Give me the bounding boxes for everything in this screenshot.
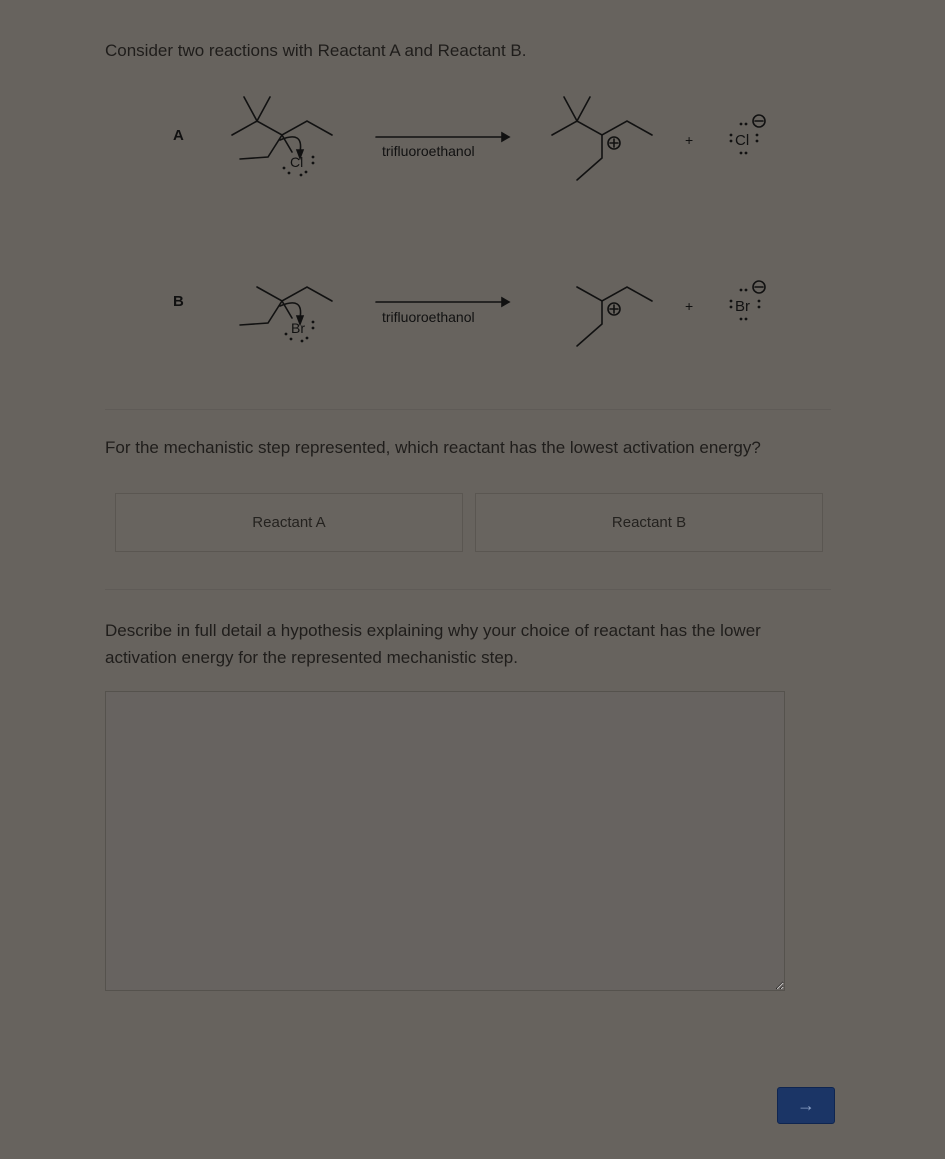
reaction-a-plus: + bbox=[685, 132, 694, 148]
option-reactant-a-button[interactable]: Reactant A bbox=[115, 493, 463, 552]
reaction-a-anion: Cl bbox=[735, 132, 750, 149]
reaction-b-solvent: trifluoroethanol bbox=[382, 309, 475, 325]
product-b-structure bbox=[577, 287, 652, 346]
reactant-a-leaving-group: Cl bbox=[290, 154, 304, 170]
reaction-b-plus: + bbox=[685, 298, 694, 314]
question-1-text: Consider two reactions with Reactant A and Reactant B. bbox=[105, 41, 527, 60]
option-reactant-b-button[interactable]: Reactant B bbox=[475, 493, 823, 552]
reaction-b-label: B bbox=[173, 293, 184, 310]
product-a-structure bbox=[552, 97, 652, 180]
reaction-a-label: A bbox=[173, 127, 184, 144]
section-divider bbox=[105, 409, 831, 410]
reaction-a-solvent: trifluoroethanol bbox=[382, 143, 475, 159]
reactant-b-structure bbox=[240, 287, 332, 325]
arrow-right-icon: → bbox=[797, 1095, 815, 1115]
question-2-text: For the mechanistic step represented, which reactant has the lowest activation energy? bbox=[105, 438, 761, 457]
reaction-scheme bbox=[160, 88, 800, 368]
question-3-text: Describe in full detail a hypothesis explaining why your choice of reactant has the lower activation energy for the represented mechanistic step. bbox=[105, 621, 761, 667]
next-button[interactable] bbox=[777, 1087, 835, 1124]
reaction-b-anion: Br bbox=[735, 298, 750, 315]
reactant-b-leaving-group: Br bbox=[291, 320, 305, 336]
reactant-a-structure bbox=[232, 97, 332, 159]
hypothesis-answer-textarea[interactable] bbox=[105, 691, 785, 991]
section-divider bbox=[105, 589, 831, 590]
